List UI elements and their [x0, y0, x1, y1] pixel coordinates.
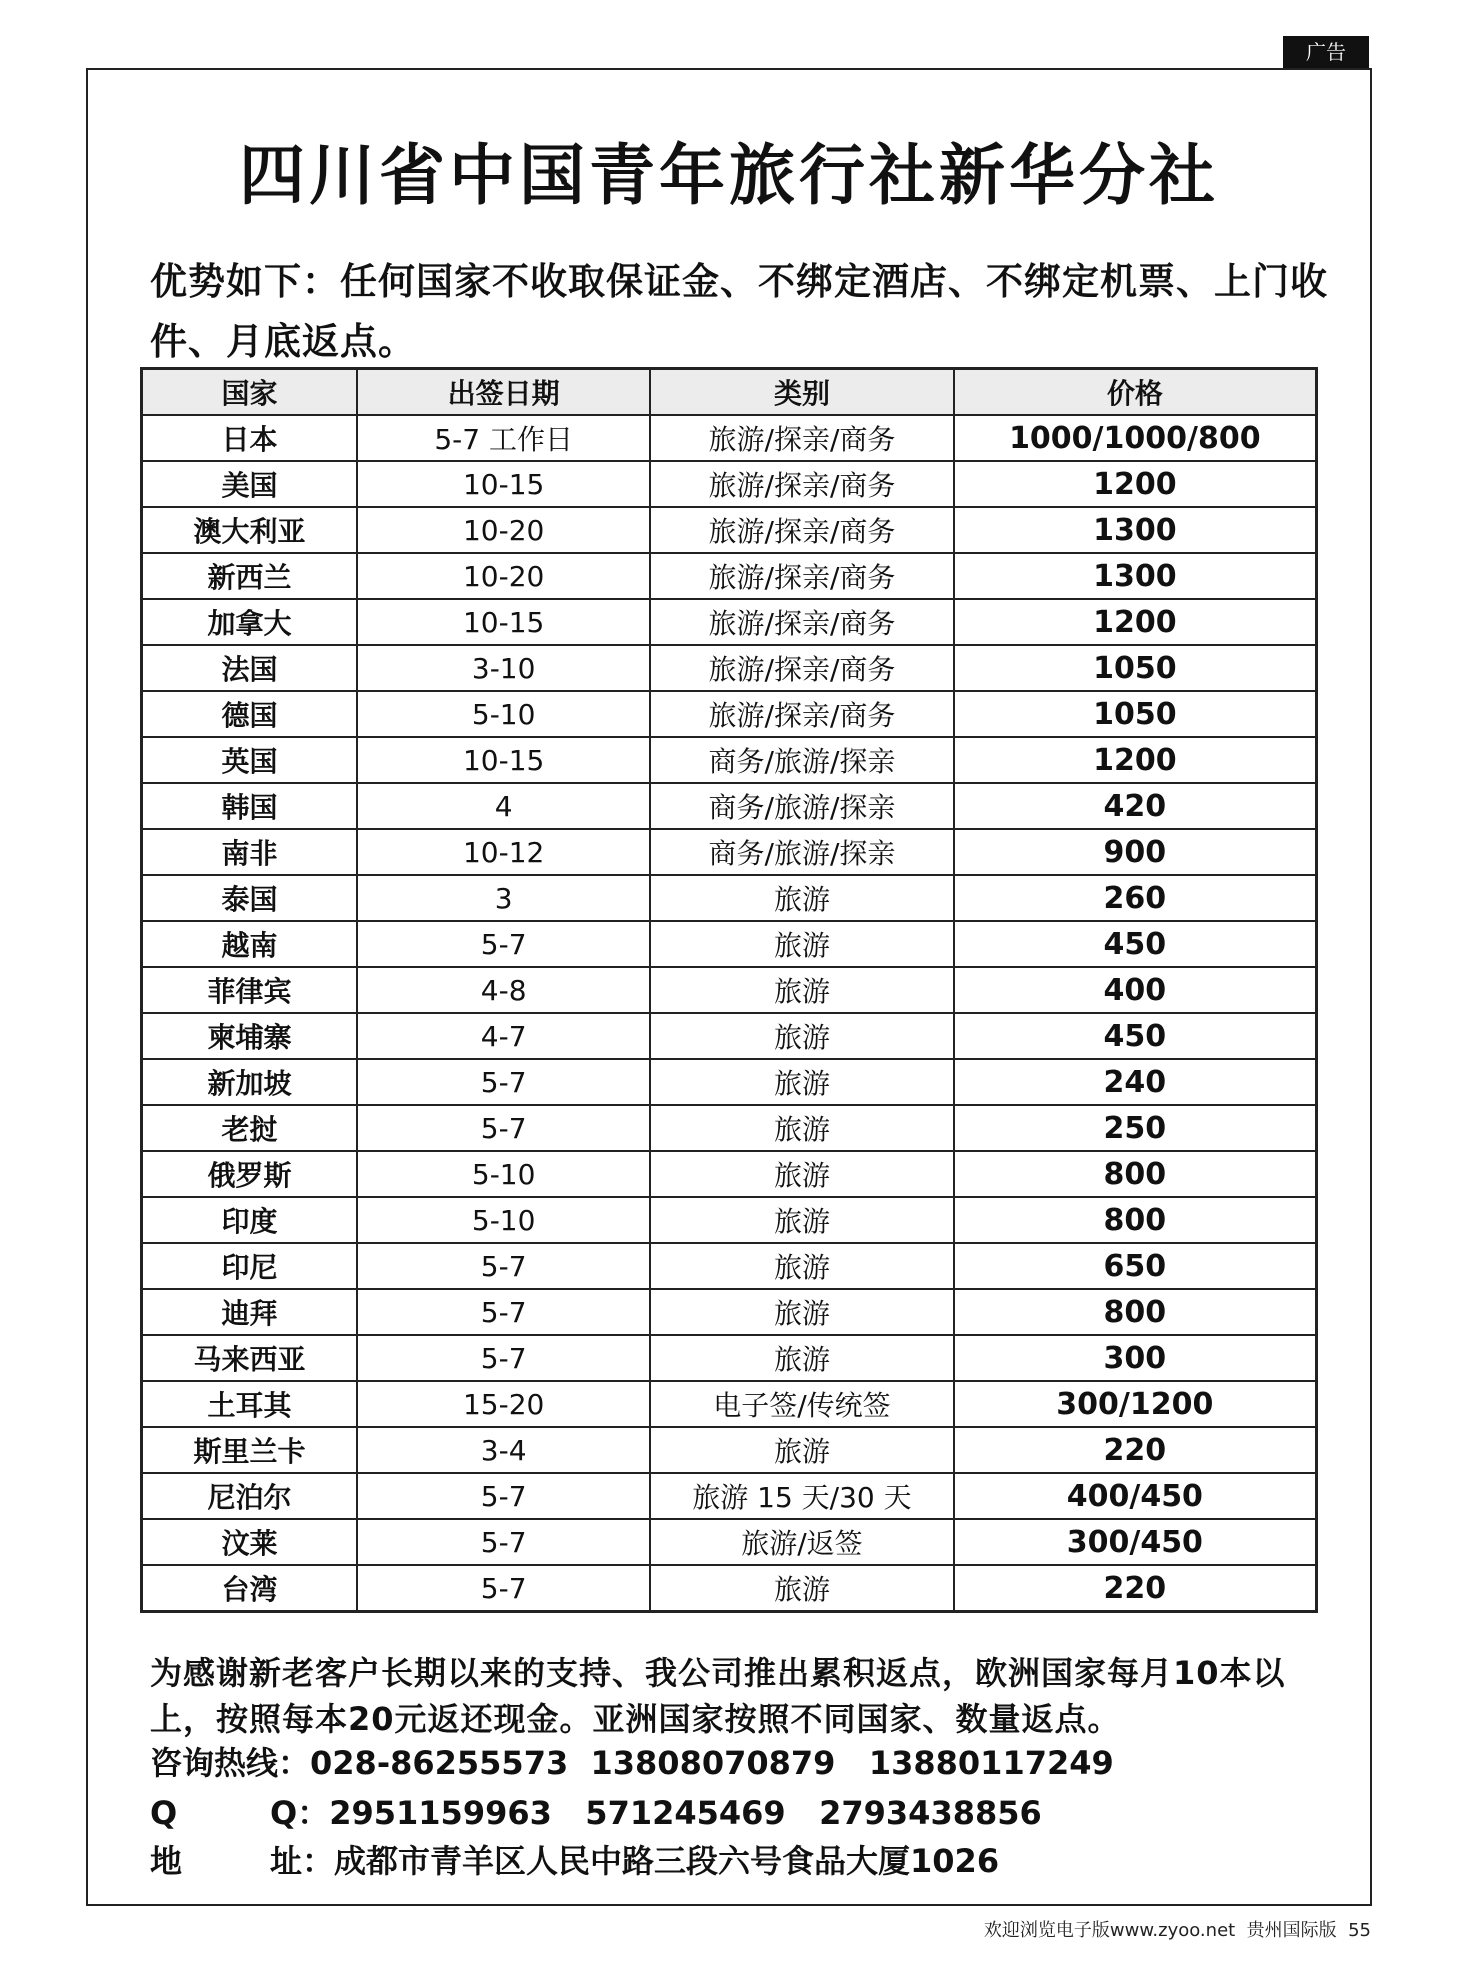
cell-category: 旅游 — [650, 875, 953, 921]
address-text: 成都市青羊区人民中路三段六号食品大厦1026 — [334, 1842, 1000, 1880]
table-row — [142, 415, 1317, 461]
cell-issue-date: 10-12 — [357, 829, 650, 875]
cell-category: 旅游 — [650, 1243, 953, 1289]
table-row — [142, 783, 1317, 829]
cell-price: 400/450 — [954, 1473, 1317, 1519]
cell-country: 斯里兰卡 — [142, 1427, 358, 1473]
cell-country: 新加坡 — [142, 1059, 358, 1105]
table-row — [142, 1013, 1317, 1059]
hotline-label: 咨询热线： — [150, 1744, 311, 1782]
cell-issue-date: 4 — [357, 783, 650, 829]
cell-price: 300/1200 — [954, 1381, 1317, 1427]
cell-price: 650 — [954, 1243, 1317, 1289]
cell-price: 220 — [954, 1427, 1317, 1473]
cell-issue-date: 10-20 — [357, 553, 650, 599]
table-row — [142, 1427, 1317, 1473]
cell-price: 800 — [954, 1289, 1317, 1335]
cell-issue-date: 5-7 — [357, 1289, 650, 1335]
cell-price: 1050 — [954, 645, 1317, 691]
cell-issue-date: 5-7 — [357, 921, 650, 967]
cell-category: 旅游 — [650, 1289, 953, 1335]
advantages-text: 优势如下：任何国家不收取保证金、不绑定酒店、不绑定机票、上门收件、月底返点。 — [150, 260, 1328, 363]
cell-issue-date: 5-7 — [357, 1565, 650, 1612]
cell-country: 法国 — [142, 645, 358, 691]
cell-country: 印度 — [142, 1197, 358, 1243]
cell-price: 240 — [954, 1059, 1317, 1105]
cell-category: 旅游/探亲/商务 — [650, 553, 953, 599]
page-title: 四川省中国青年旅行社新华分社 — [239, 137, 1219, 214]
cell-country: 美国 — [142, 461, 358, 507]
qq-line — [150, 1788, 1340, 1834]
table-row — [142, 1565, 1317, 1612]
cell-issue-date: 4-8 — [357, 967, 650, 1013]
cell-issue-date: 5-7 — [357, 1243, 650, 1289]
cell-price: 260 — [954, 875, 1317, 921]
cell-category: 旅游 — [650, 1335, 953, 1381]
cell-country: 南非 — [142, 829, 358, 875]
cell-country: 澳大利亚 — [142, 507, 358, 553]
cell-price: 300/450 — [954, 1519, 1317, 1565]
promo-text: 为感谢新老客户长期以来的支持、我公司推出累积返点，欧洲国家每月10本以上，按照每本20元返还现金。亚洲国家按照不同国家、数量返点。 — [150, 1654, 1286, 1738]
cell-issue-date: 5-7 — [357, 1519, 650, 1565]
cell-country: 日本 — [142, 415, 358, 461]
page-footer: 欢迎浏览电子版www.zyoo.net 贵州国际版 55 — [983, 1920, 1371, 1941]
cell-category: 旅游 — [650, 1013, 953, 1059]
cell-country: 老挝 — [142, 1105, 358, 1151]
table-row — [142, 1151, 1317, 1197]
visa-price-table — [140, 367, 1318, 1613]
cell-country: 新西兰 — [142, 553, 358, 599]
cell-category: 旅游 — [650, 921, 953, 967]
table-row — [142, 1197, 1317, 1243]
cell-country: 尼泊尔 — [142, 1473, 358, 1519]
cell-category: 商务/旅游/探亲 — [650, 829, 953, 875]
cell-price: 900 — [954, 829, 1317, 875]
cell-country: 韩国 — [142, 783, 358, 829]
cell-category: 旅游/探亲/商务 — [650, 599, 953, 645]
table-row — [142, 875, 1317, 921]
table-row — [142, 1059, 1317, 1105]
cell-country: 柬埔寨 — [142, 1013, 358, 1059]
cell-issue-date: 10-15 — [357, 599, 650, 645]
cell-price: 1300 — [954, 507, 1317, 553]
header-category: 类别 — [650, 369, 953, 416]
cell-country: 汶莱 — [142, 1519, 358, 1565]
cell-price: 400 — [954, 967, 1317, 1013]
cell-country: 英国 — [142, 737, 358, 783]
address-label-second: 址： — [270, 1842, 335, 1880]
table-row — [142, 1381, 1317, 1427]
cell-issue-date: 5-10 — [357, 691, 650, 737]
table-row — [142, 967, 1317, 1013]
cell-issue-date: 5-7 — [357, 1473, 650, 1519]
cell-price: 1200 — [954, 599, 1317, 645]
cell-price: 420 — [954, 783, 1317, 829]
cell-category: 旅游/返签 — [650, 1519, 953, 1565]
cell-price: 800 — [954, 1151, 1317, 1197]
cell-price: 250 — [954, 1105, 1317, 1151]
header-country: 国家 — [142, 369, 358, 416]
cell-issue-date: 5-7 — [357, 1105, 650, 1151]
cell-country: 迪拜 — [142, 1289, 358, 1335]
cell-category: 商务/旅游/探亲 — [650, 783, 953, 829]
header-price: 价格 — [954, 369, 1317, 416]
cell-price: 1000/1000/800 — [954, 415, 1317, 461]
cell-issue-date: 15-20 — [357, 1381, 650, 1427]
cell-category: 旅游/探亲/商务 — [650, 507, 953, 553]
cell-category: 旅游/探亲/商务 — [650, 461, 953, 507]
qq-label-first: Q — [150, 1794, 178, 1832]
cell-issue-date: 5-10 — [357, 1197, 650, 1243]
cell-category: 旅游 15 天/30 天 — [650, 1473, 953, 1519]
cell-issue-date: 3 — [357, 875, 650, 921]
cell-country: 德国 — [142, 691, 358, 737]
table-header-row — [142, 369, 1317, 416]
cell-country: 台湾 — [142, 1565, 358, 1612]
cell-issue-date: 10-15 — [357, 737, 650, 783]
cell-price: 1200 — [954, 737, 1317, 783]
qq-label-second: Q： — [270, 1794, 330, 1832]
cell-category: 旅游 — [650, 1105, 953, 1151]
cell-price: 450 — [954, 921, 1317, 967]
table-row — [142, 691, 1317, 737]
cell-country: 马来西亚 — [142, 1335, 358, 1381]
cell-issue-date: 3-10 — [357, 645, 650, 691]
table-row — [142, 645, 1317, 691]
table-row — [142, 1243, 1317, 1289]
cell-issue-date: 5-7 — [357, 1059, 650, 1105]
cell-category: 旅游 — [650, 967, 953, 1013]
hotline-line — [150, 1738, 1340, 1784]
table-row — [142, 507, 1317, 553]
cell-issue-date: 10-20 — [357, 507, 650, 553]
cell-issue-date: 5-7 工作日 — [357, 415, 650, 461]
header-issue-date: 出签日期 — [357, 369, 650, 416]
cell-price: 220 — [954, 1565, 1317, 1612]
cell-country: 泰国 — [142, 875, 358, 921]
cell-issue-date: 4-7 — [357, 1013, 650, 1059]
cell-category: 旅游 — [650, 1565, 953, 1612]
cell-issue-date: 5-7 — [357, 1335, 650, 1381]
cell-issue-date: 10-15 — [357, 461, 650, 507]
qq-numbers: 2951159963 571245469 2793438856 — [329, 1794, 1042, 1832]
table-row — [142, 461, 1317, 507]
cell-category: 旅游 — [650, 1151, 953, 1197]
address-label-first: 地 — [150, 1842, 183, 1880]
cell-category: 旅游/探亲/商务 — [650, 645, 953, 691]
cell-country: 越南 — [142, 921, 358, 967]
cell-price: 1200 — [954, 461, 1317, 507]
table-row — [142, 737, 1317, 783]
table-row — [142, 829, 1317, 875]
table-row — [142, 921, 1317, 967]
cell-price: 1050 — [954, 691, 1317, 737]
cell-category: 旅游 — [650, 1197, 953, 1243]
cell-category: 旅游 — [650, 1059, 953, 1105]
cell-country: 印尼 — [142, 1243, 358, 1289]
cell-price: 800 — [954, 1197, 1317, 1243]
hotline-numbers: 028-86255573 13808070879 13880117249 — [310, 1744, 1114, 1782]
cell-price: 1300 — [954, 553, 1317, 599]
ad-tag: 广告 — [1283, 36, 1369, 68]
cell-category: 旅游/探亲/商务 — [650, 415, 953, 461]
cell-category: 旅游/探亲/商务 — [650, 691, 953, 737]
address-line — [150, 1836, 1340, 1882]
table-row — [142, 1473, 1317, 1519]
cell-country: 菲律宾 — [142, 967, 358, 1013]
table-row — [142, 1335, 1317, 1381]
cell-country: 俄罗斯 — [142, 1151, 358, 1197]
cell-country: 加拿大 — [142, 599, 358, 645]
table-row — [142, 1105, 1317, 1151]
cell-category: 电子签/传统签 — [650, 1381, 953, 1427]
cell-issue-date: 3-4 — [357, 1427, 650, 1473]
cell-category: 旅游 — [650, 1427, 953, 1473]
cell-issue-date: 5-10 — [357, 1151, 650, 1197]
cell-country: 土耳其 — [142, 1381, 358, 1427]
table-row — [142, 1519, 1317, 1565]
table-row — [142, 553, 1317, 599]
table-row — [142, 599, 1317, 645]
cell-category: 商务/旅游/探亲 — [650, 737, 953, 783]
cell-price: 300 — [954, 1335, 1317, 1381]
cell-price: 450 — [954, 1013, 1317, 1059]
table-row — [142, 1289, 1317, 1335]
